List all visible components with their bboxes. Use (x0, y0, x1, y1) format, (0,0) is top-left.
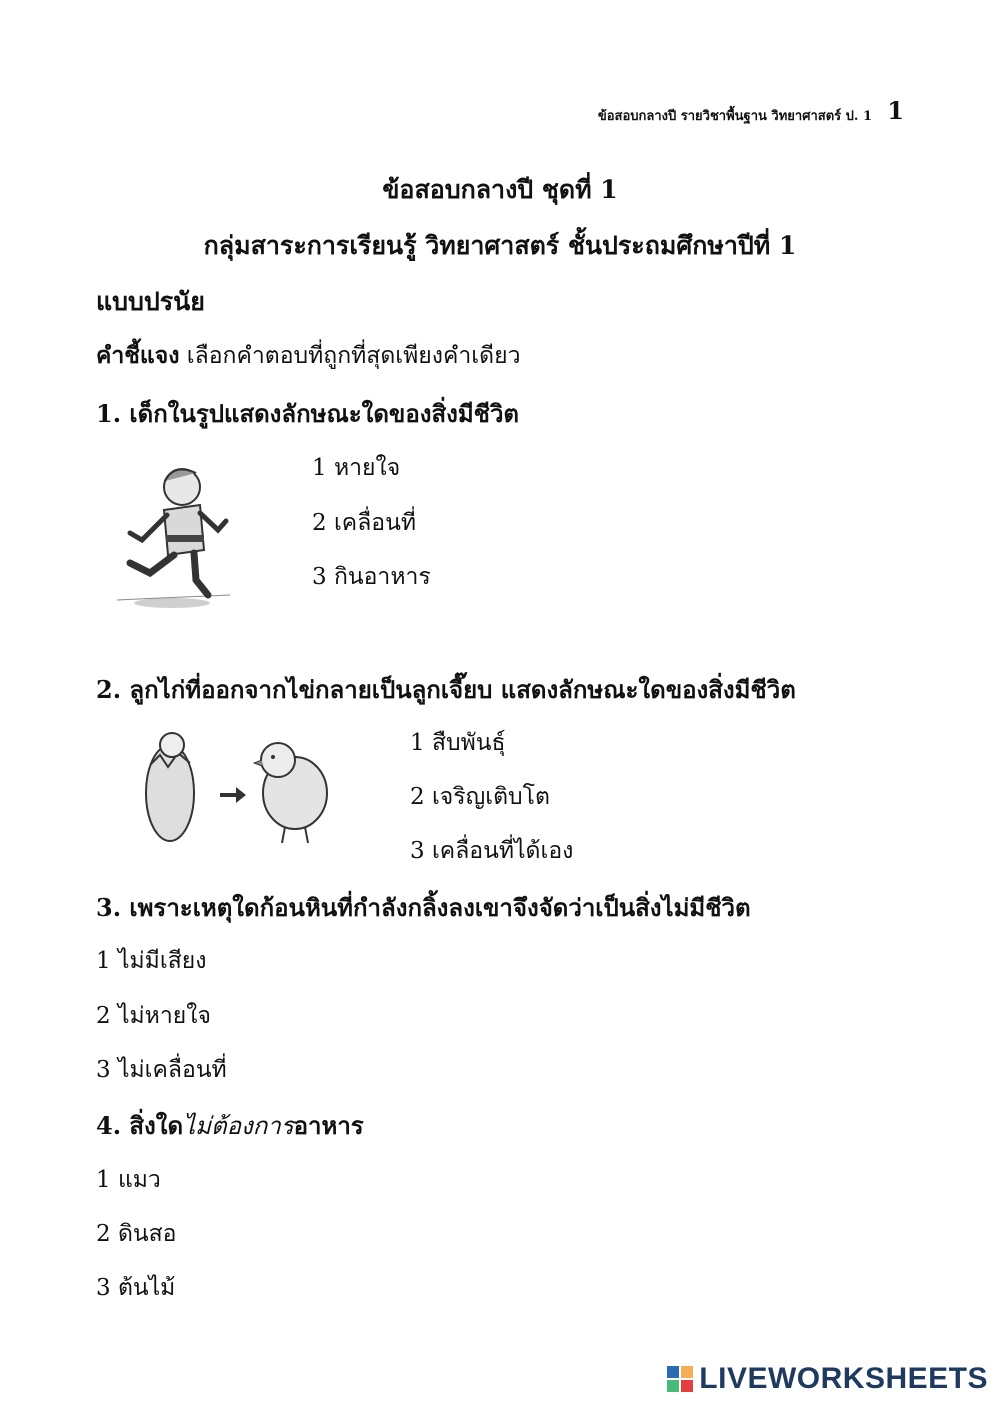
q3-option-1[interactable]: 1 ไม่มีเสียง (96, 948, 207, 974)
egg-to-chick-illustration (140, 725, 340, 850)
q2-option-1[interactable]: 1 สืบพันธุ์ (410, 730, 506, 756)
q4-prefix: 4. สิ่งใด (96, 1111, 184, 1140)
q4-emphasis: ไม่ต้องการ (183, 1112, 294, 1140)
liveworksheets-logo-icon (667, 1366, 693, 1392)
question-4 (96, 1106, 364, 1145)
question-1: 1. เด็กในรูปแสดงลักษณะใดของสิ่งมีชีวิต (96, 399, 519, 428)
page-title: ข้อสอบกลางปี ชุดที่ 1 (382, 175, 618, 204)
q1-option-3[interactable]: 3 กินอาหาร (312, 564, 431, 590)
q2-option-2[interactable]: 2 เจริญเติบโต (410, 784, 550, 810)
q4-suffix: อาหาร (293, 1111, 364, 1140)
liveworksheets-watermark (667, 1362, 988, 1396)
q2-option-3[interactable]: 3 เคลื่อนที่ได้เอง (410, 838, 574, 864)
q3-option-2[interactable]: 2 ไม่หายใจ (96, 1003, 211, 1029)
instructions-text: เลือกคำตอบที่ถูกที่สุดเพียงคำเดียว (186, 343, 521, 369)
running-boy-illustration (112, 455, 232, 615)
page-subtitle: กลุ่มสาระการเรียนรู้ วิทยาศาสตร์ ชั้นประถมศึกษาปีที่ 1 (203, 231, 797, 260)
instructions-label: คำชี้แจง (96, 342, 180, 369)
q4-option-2[interactable]: 2 ดินสอ (96, 1221, 177, 1247)
header-note: ข้อสอบกลางปี รายวิชาพื้นฐาน วิทยาศาสตร์ ป. 1 (597, 109, 872, 124)
question-3: 3. เพราะเหตุใดก้อนหินที่กำลังกลิ้งลงเขาจึงจัดว่าเป็นสิ่งไม่มีชีวิต (96, 893, 751, 922)
page-number: 1 (887, 96, 904, 125)
q4-option-1[interactable]: 1 แมว (96, 1167, 161, 1193)
instructions (96, 338, 520, 374)
q4-option-3[interactable]: 3 ต้นไม้ (96, 1275, 176, 1301)
section-heading: แบบปรนัย (96, 287, 205, 316)
q1-option-2[interactable]: 2 เคลื่อนที่ (312, 510, 416, 536)
question-2: 2. ลูกไก่ที่ออกจากไข่กลายเป็นลูกเจี๊ยบ แสดงลักษณะใดของสิ่งมีชีวิต (96, 675, 796, 704)
q3-option-3[interactable]: 3 ไม่เคลื่อนที่ (96, 1057, 227, 1083)
q1-option-1[interactable]: 1 หายใจ (312, 455, 401, 481)
watermark-text: LIVEWORKSHEETS (699, 1362, 988, 1395)
